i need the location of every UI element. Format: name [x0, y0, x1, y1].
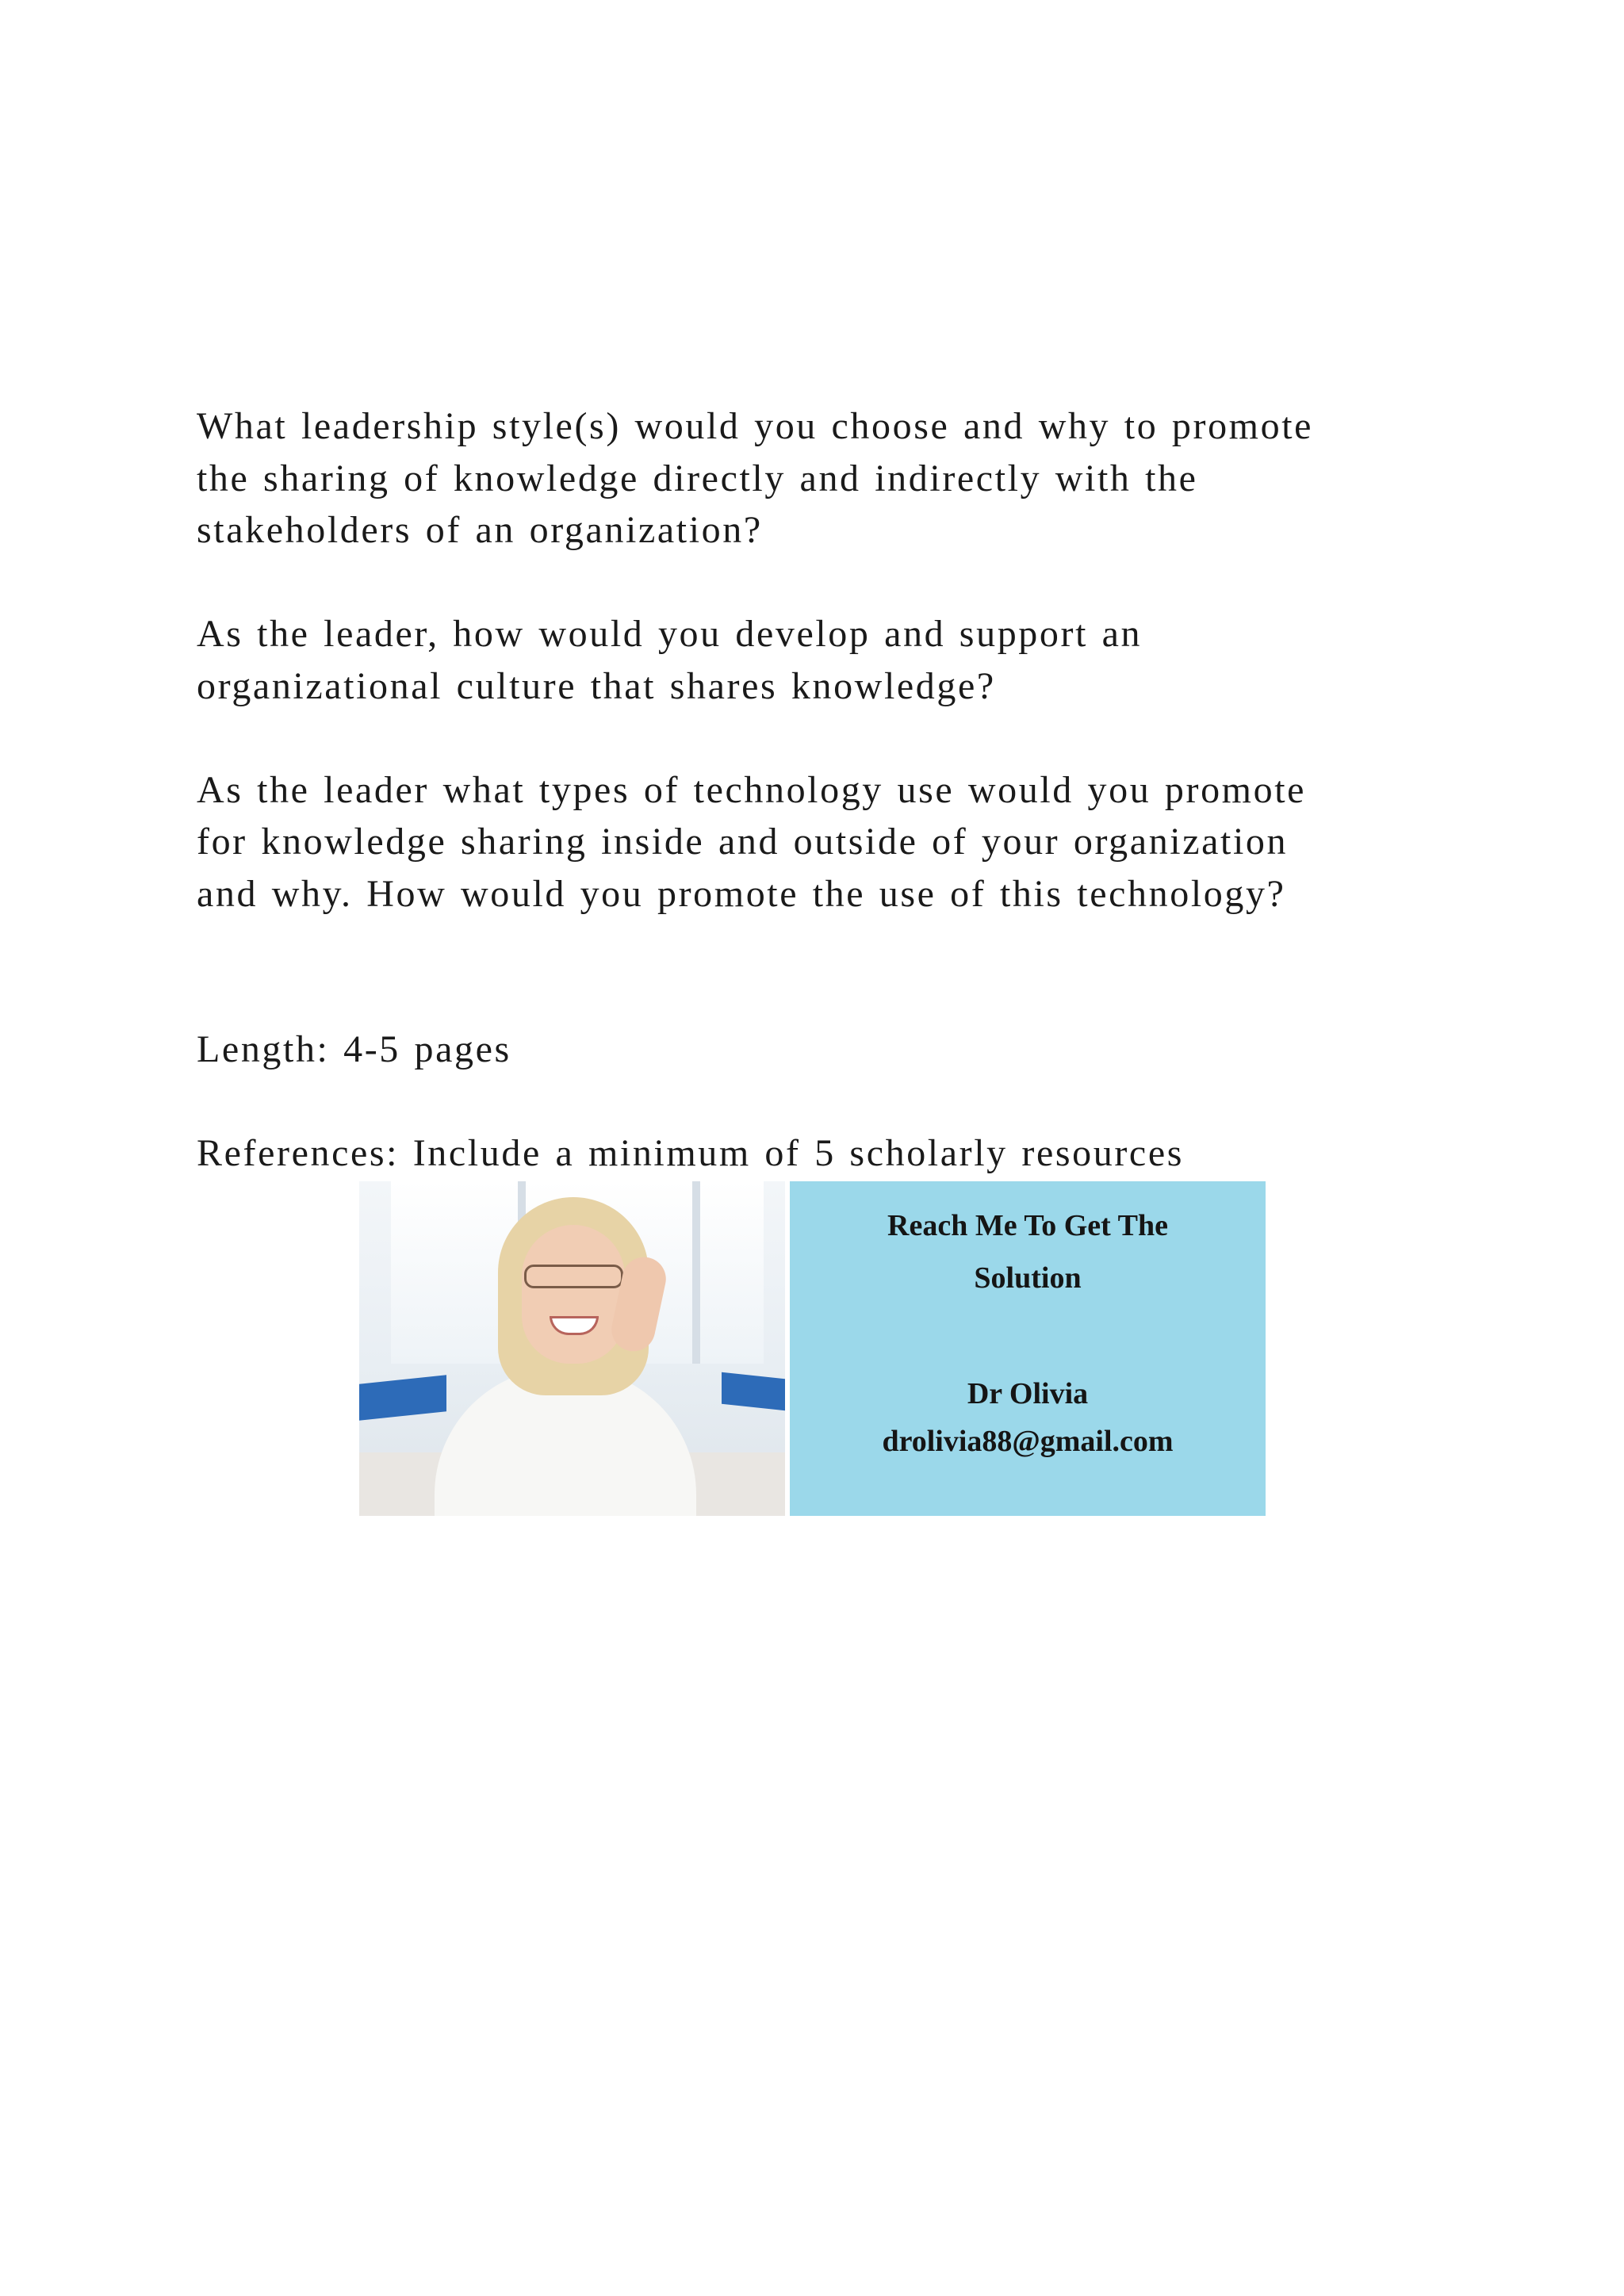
contact-info-panel — [790, 1181, 1266, 1516]
woman-photo — [359, 1181, 785, 1516]
question-leadership-style: What leadership style(s) would you choose and why to promote the sharing of knowledge directly and indirectly with the stakeholders of an organization? — [197, 405, 1314, 551]
banner-subheadline: Solution — [974, 1261, 1082, 1295]
question-technology-use: As the leader what types of technology use would you promote for knowledge sharing inside and outside of your organization and why. How would you promote the use of this technology? — [197, 768, 1307, 915]
length-requirement: Length: 4-5 pages — [197, 1028, 511, 1070]
contact-name: Dr Olivia — [967, 1377, 1089, 1410]
contact-email: drolivia88@gmail.com — [882, 1425, 1174, 1458]
question-organizational-culture: As the leader, how would you develop and support an organizational culture that shares knowledge? — [197, 613, 1143, 707]
references-requirement: References: Include a minimum of 5 scholarly resources — [197, 1132, 1185, 1174]
assignment-text — [197, 400, 1434, 1180]
contact-banner — [359, 1181, 1266, 1516]
banner-headline: Reach Me To Get The — [887, 1209, 1168, 1242]
